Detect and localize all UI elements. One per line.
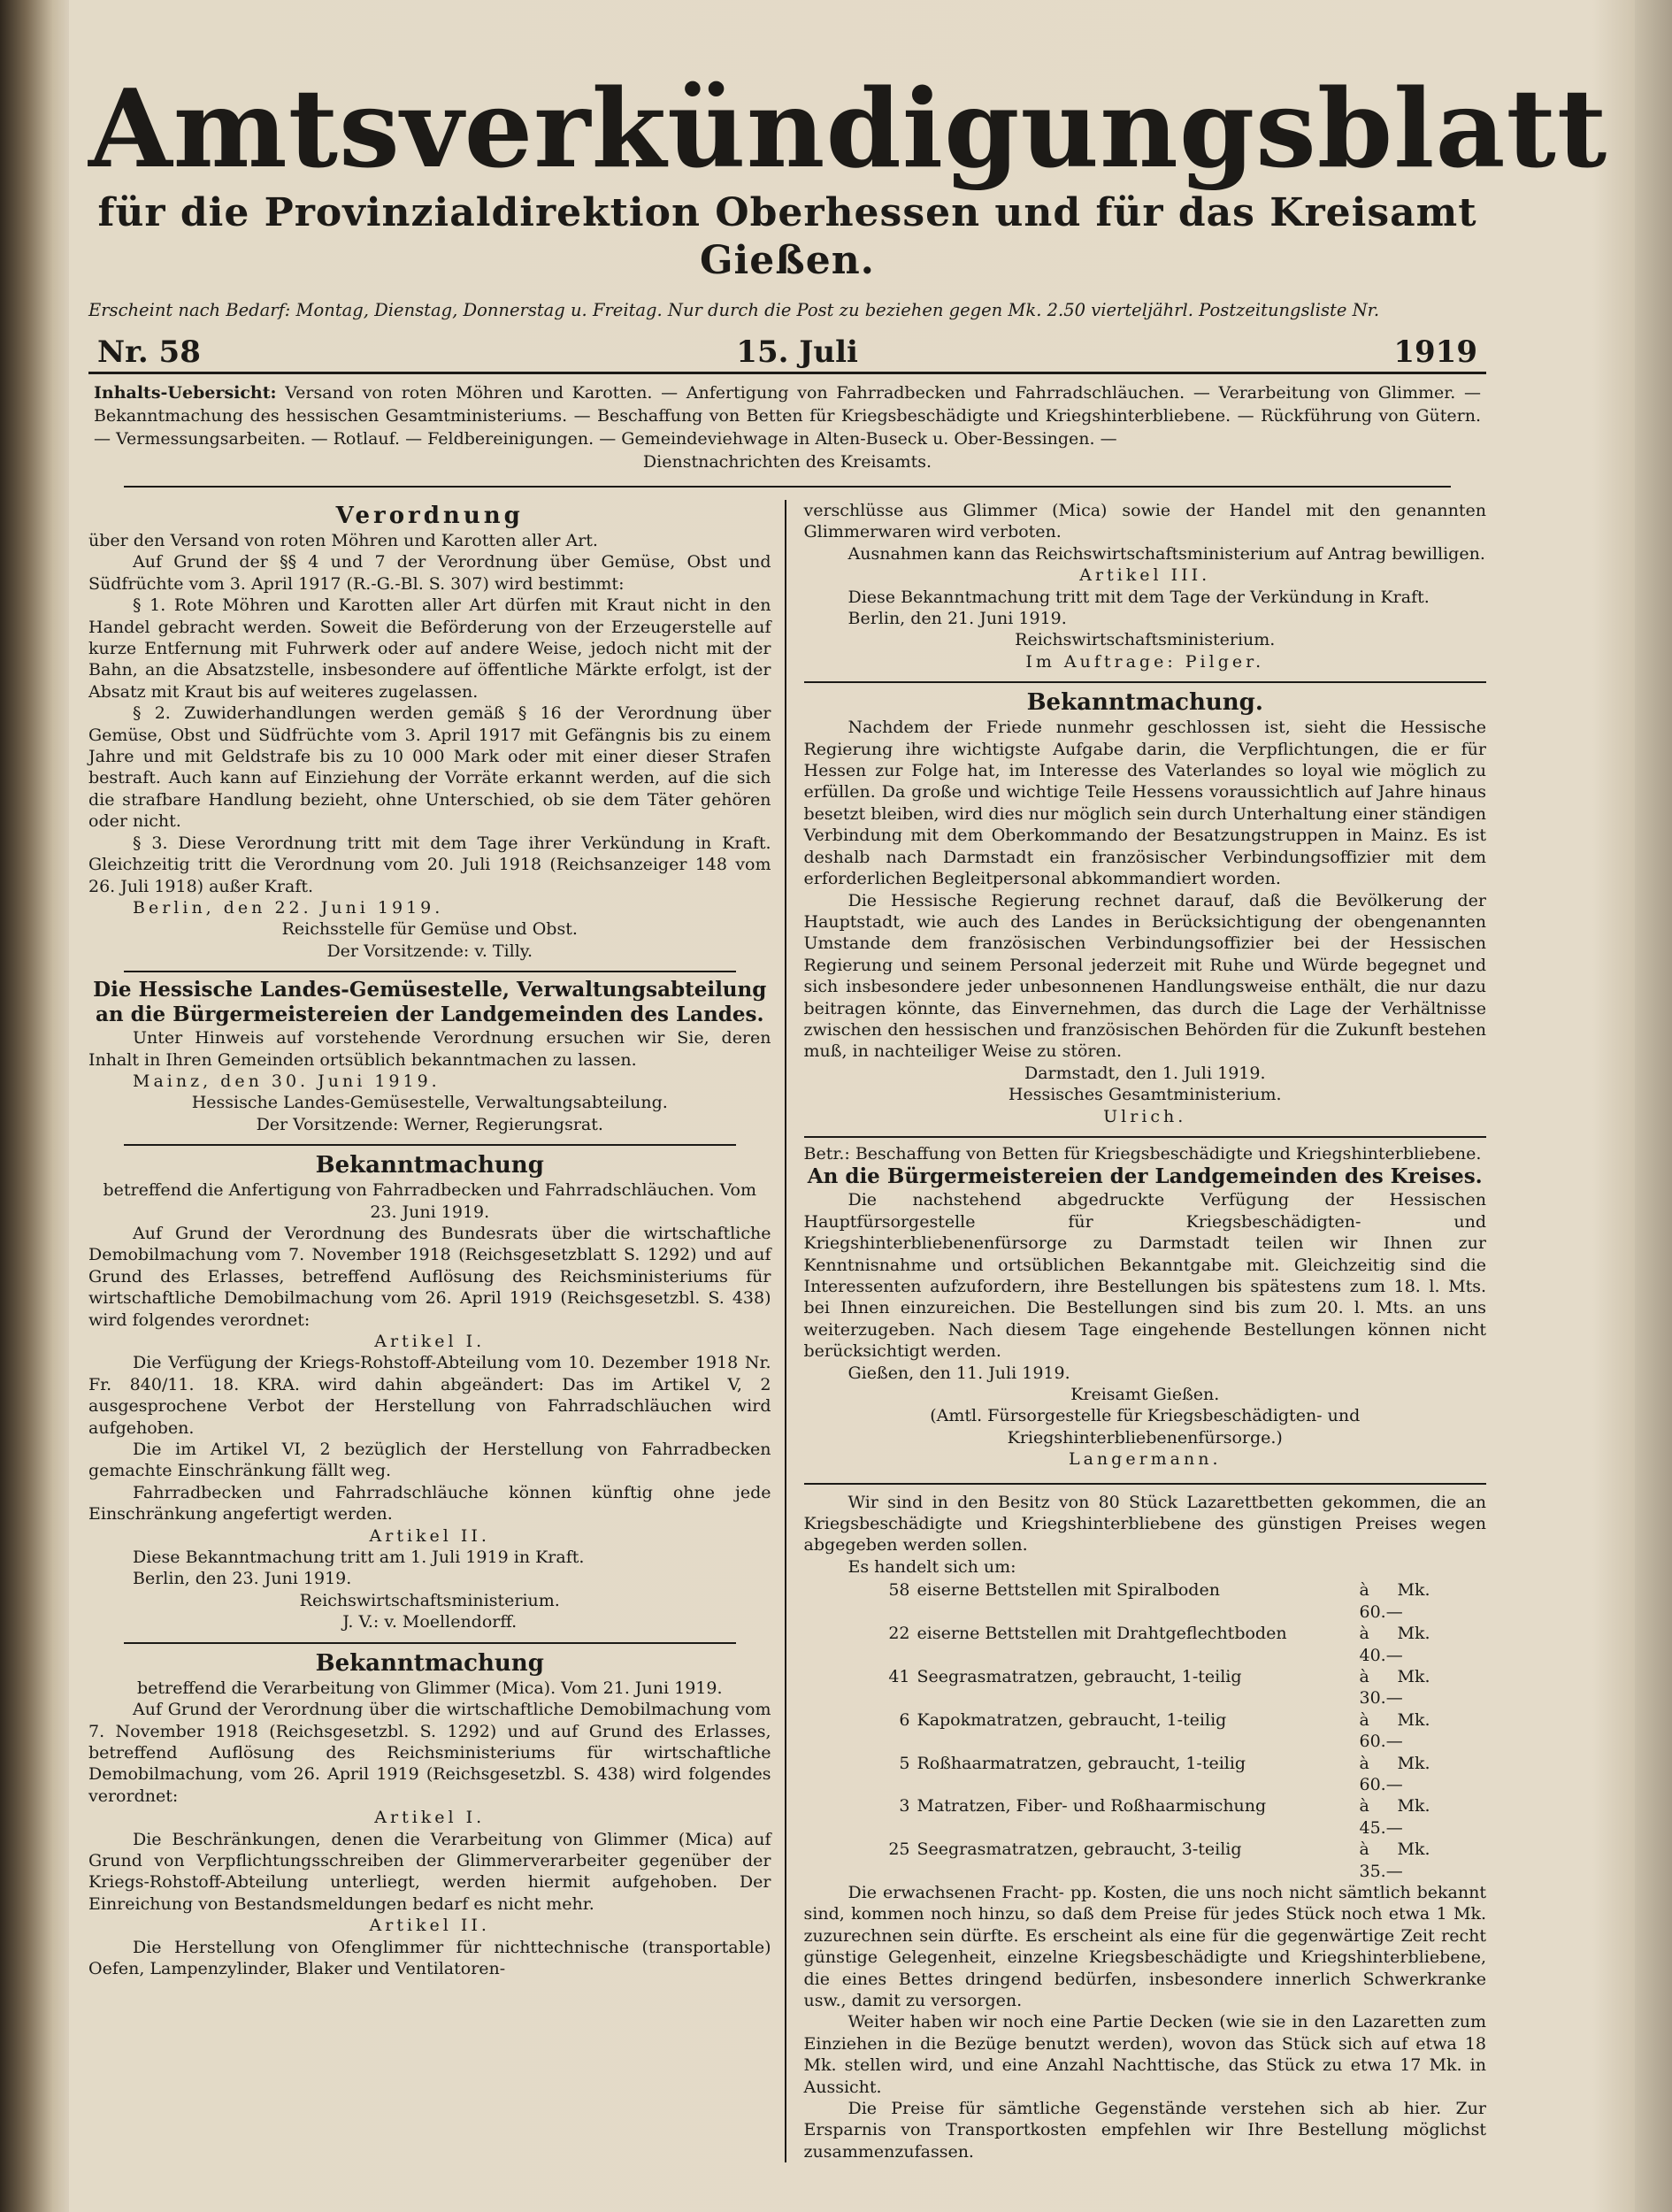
- s2-sign: Der Vorsitzende: Werner, Regierungsrat.: [256, 1114, 603, 1134]
- s5-p1: Nachdem der Friede nunmehr geschlossen ist, sieht die Hessische Regierung ihre wichtigste Aufgabe darin, die Verpflichtungen, die er für Hessen zur Folge hat, im Interesse des Vaterlandes so loyal wie möglich zu erfüllen. Da große und wichtige Teile Hessens voraussichtlich auf Jahre hinaus besetzt bleiben, wird dies nur möglich sein durch Unterhaltung einer ständigen Verbindung mit dem Oberkommando der Besatzungstruppen in Mainz. Es ist deshalb nach Darmstadt ein französischer Verbindungsoffizier mit dem erforderlichen Begleitpersonal abkommandiert worden.: [803, 718, 1486, 889]
- header-divider: [124, 486, 1451, 488]
- s6-place: Gießen, den 11. Juli 1919.: [848, 1363, 1070, 1383]
- s6-sign: Langermann.: [1068, 1449, 1222, 1470]
- s5-sign: Ulrich.: [1103, 1106, 1187, 1126]
- s3-art2: Artikel II.: [369, 1525, 490, 1546]
- s4cont-p2: Ausnahmen kann das Reichswirtschaftsministerium auf Antrag bewilligen.: [848, 543, 1485, 564]
- s3-art1: Artikel I.: [374, 1332, 486, 1351]
- s1-sub: über den Versand von roten Möhren und Karotten aller Art.: [88, 531, 598, 550]
- s3-place: Berlin, den 23. Juni 1919.: [133, 1569, 352, 1589]
- s2-p1: Unter Hinweis auf vorstehende Verordnung ersuchen wir Sie, deren Inhalt in Ihren Gemeinden ortsüblich bekanntmachen zu lassen.: [88, 1028, 771, 1070]
- s3-p3: Die im Artikel VI, 2 bezüglich der Herstellung von Fahrradbecken gemachte Einschränkung fällt weg.: [88, 1440, 771, 1481]
- right-column: [786, 500, 1487, 2162]
- s3-heading: Bekanntmachung: [315, 1152, 544, 1179]
- s4cont-office: Reichswirtschaftsministerium.: [1015, 630, 1276, 650]
- s3-p5: Diese Bekanntmachung tritt am 1. Juli 1919 in Kraft.: [133, 1548, 585, 1568]
- item-qty: 22: [888, 1624, 910, 1644]
- toc-label: Inhalts-Uebersicht:: [94, 383, 277, 403]
- s4cont-art3: Artikel III.: [1079, 565, 1211, 586]
- item-desc: eiserne Bettstellen mit Drahtgeflechtboden: [917, 1624, 1287, 1644]
- binding-edge: [0, 0, 69, 2212]
- issue-date: 15. Juli: [736, 334, 858, 370]
- item-desc: Matratzen, Fiber- und Roßhaarmischung: [917, 1796, 1267, 1816]
- s1-p2: § 1. Rote Möhren und Karotten aller Art dürfen mit Kraut nicht in den Handel gebracht werden. Soweit die Beförderung von der Erzeugerstelle auf kurze Entfernung mit Fuhrwerk oder auf andere Weise, jedoch nicht mit der Bahn, an die Absatzstelle, insbesondere auf öffentliche Märkte erfolgt, ist der Absatz mit Kraut bis auf weiteres zugelassen.: [88, 595, 771, 702]
- s4cont-p3: Diese Bekanntmachung tritt mit dem Tage der Verkündung in Kraft.: [848, 587, 1430, 607]
- item-desc: Kapokmatratzen, gebraucht, 1-teilig: [917, 1709, 1227, 1730]
- s6-p1: Die nachstehend abgedruckte Verfügung der Hessischen Hauptfürsorgestelle für Kriegsbeschädigten- und Kriegshinterbliebenenfürsorge zu Darmstadt teilen wir Ihnen zur Kenntnisnahme und ortsüblichen Bekanntgabe mit. Gleichzeitig sind die Interessenten aufzufordern, ihre Bestellungen bis spätestens zum 18. l. Mts. bei Ihnen einzureichen. Die Bestellungen sind bis zum 20. l. Mts. an uns weiterzugeben. Nach diesem Tage eingehende Bestellungen können nicht berücksichtigt werden.: [803, 1190, 1486, 1362]
- s1-office: Reichsstelle für Gemüse und Obst.: [281, 919, 578, 940]
- item-price: à Mk. 35.—: [1359, 1839, 1430, 1881]
- item-qty: 6: [899, 1709, 910, 1730]
- list-item: [875, 1753, 1487, 1796]
- s5-office: Hessisches Gesamtministerium.: [1008, 1085, 1282, 1105]
- s1-sign: Der Vorsitzende: v. Tilly.: [326, 941, 533, 961]
- table-of-contents: [88, 381, 1486, 473]
- s1-p1: Auf Grund der §§ 4 und 7 der Verordnung über Gemüse, Obst und Südfrüchte vom 3. April 1917 (R.-G.-Bl. S. 307) wird bestimmt:: [88, 552, 771, 594]
- issue-year: 1919: [1393, 334, 1477, 370]
- s6-p4: Die erwachsenen Fracht- pp. Kosten, die uns noch nicht sämtlich bekannt sind, kommen noch hinzu, so daß dem Preise für jedes Stück noch etwa 1 Mk. zuzurechnen sein dürfte. Es erscheint als eine für die gegenwärtige Zeit recht günstige Gelegenheit, einzelne Kriegsbeschädigte und Kriegshinterbliebene, die eines Bettes dringend bedürfen, insbesondere innerlich Schwerkranke usw., damit zu versorgen.: [803, 1882, 1486, 2010]
- s3-office: Reichswirtschaftsministerium.: [299, 1590, 560, 1610]
- toc-text: Versand von roten Möhren und Karotten. — Anfertigung von Fahrradbecken und Fahrradschläuchen. — Verarbeitung von Glimmer. — Bekanntmachung des hessischen Gesamtministeriums. — Beschaffung von Betten für Kriegsbeschädigte und Kriegshinterbliebene. — Rückführung von Gütern. — Vermessungsarbeiten. — Rotlauf. — Feldbereinigungen. — Gemeindeviehwage in Alten-Buseck u. Ober-Bessingen. —: [94, 383, 1481, 449]
- item-desc: Seegrasmatratzen, gebraucht, 1-teilig: [917, 1666, 1242, 1686]
- s6-p6: Die Preise für sämtliche Gegenstände verstehen sich ab hier. Zur Ersparnis von Transportkosten empfehlen wir Ihre Bestellung möglichst zusammenzufassen.: [803, 2099, 1486, 2162]
- masthead-title: Amtsverkündigungsblatt: [88, 65, 1608, 192]
- item-price: à Mk. 45.—: [1359, 1796, 1430, 1838]
- s3-p4: Fahrradbecken und Fahrradschläuche können künftig ohne jede Einschränkung angefertigt werden.: [88, 1482, 771, 1525]
- list-item: [875, 1579, 1487, 1623]
- s6-p3: Es handelt sich um:: [848, 1556, 1016, 1577]
- publication-info: Erscheint nach Bedarf: Montag, Dienstag, Donnerstag u. Freitag. Nur durch die Post zu beziehen gegen Mk. 2.50 vierteljährl. Postzeitungsliste Nr.: [88, 300, 1380, 320]
- item-qty: 5: [899, 1753, 910, 1773]
- issue-line: [88, 333, 1486, 374]
- s2-place: Mainz, den 30. Juni 1919.: [133, 1071, 441, 1091]
- s2-office: Hessische Landes-Gemüsestelle, Verwaltungsabteilung.: [191, 1093, 668, 1113]
- adjacent-page-edge: [1635, 0, 1672, 2212]
- rule-3: [124, 1642, 736, 1644]
- s4cont-p1: verschlüsse aus Glimmer (Mica) sowie der Handel mit den genannten Glimmerwaren wird verboten.: [803, 501, 1486, 542]
- newspaper-page: [88, 53, 1608, 2194]
- list-item: [875, 1839, 1487, 1882]
- s3-p2: Die Verfügung der Kriegs-Rohstoff-Abteilung vom 10. Dezember 1918 Nr. Fr. 840/11. 18. KRA. wird dahin abgeändert: Das im Artikel V, 2 ausgesprochene Verbot der Herstellung von Fahrradschläuchen wird aufgehoben.: [88, 1353, 771, 1438]
- item-qty: 41: [888, 1666, 910, 1686]
- left-column: [88, 500, 786, 2162]
- s3-sub: betreffend die Anfertigung von Fahrradbecken und Fahrradschläuchen. Vom 23. Juni 1919.: [103, 1180, 756, 1222]
- toc-last-line: Dienstnachrichten des Kreisamts.: [642, 452, 932, 472]
- s5-heading: Bekanntmachung.: [1026, 689, 1263, 717]
- s6-p2: Wir sind in den Besitz von 80 Stück Lazarettbetten gekommen, die an Kriegsbeschädigte und Kriegshinterbliebene des günstigen Preises wegen abgegeben werden sollen.: [803, 1492, 1486, 1555]
- list-item: [875, 1666, 1487, 1709]
- s1-p3: § 2. Zuwiderhandlungen werden gemäß § 16 der Verordnung über Gemüse, Obst und Südfrüchte vom 3. April 1917 mit Gefängnis bis zu einem Jahre und mit Geldstrafe bis zu 10 000 Mark oder mit einer dieser Strafen bestraft. Auch kann auf Einziehung der Vorräte erkannt werden, auf die sich die strafbare Handlung bezieht, ohne Unterschied, ob sie dem Täter gehören oder nicht.: [88, 703, 771, 832]
- item-price: à Mk. 60.—: [1359, 1709, 1430, 1752]
- issue-number: Nr. 58: [97, 334, 201, 370]
- s4-sub: betreffend die Verarbeitung von Glimmer (Mica). Vom 21. Juni 1919.: [137, 1678, 723, 1698]
- s2-heading: Die Hessische Landes-Gemüsestelle, Verwaltungsabteilung an die Bürgermeistereien der Landgemeinden des Landes.: [93, 978, 767, 1027]
- item-price: à Mk. 60.—: [1359, 1753, 1430, 1794]
- item-qty: 58: [888, 1580, 910, 1601]
- list-item: [875, 1709, 1487, 1753]
- s6-betr: Betr.: Beschaffung von Betten für Kriegsbeschädigte und Kriegshinterbliebene.: [803, 1143, 1482, 1164]
- list-item: [875, 1795, 1487, 1839]
- list-item: [875, 1623, 1487, 1666]
- s1-heading: Verordnung: [335, 503, 524, 529]
- item-price: à Mk. 60.—: [1359, 1580, 1430, 1622]
- s4-p3: Die Herstellung von Ofenglimmer für nichttechnische (transportable) Oefen, Lampenzylinder, Blaker und Ventilatoren-: [88, 1937, 771, 1978]
- masthead-subtitle: für die Provinzialdirektion Oberhessen und für das Kreisamt Gießen.: [97, 190, 1477, 283]
- item-desc: Seegrasmatratzen, gebraucht, 3-teilig: [917, 1839, 1242, 1860]
- s1-place: Berlin, den 22. Juni 1919.: [133, 897, 444, 918]
- s4-p2: Die Beschränkungen, denen die Verarbeitung von Glimmer (Mica) auf Grund von Verpflichtungsschreiben der Glimmerverarbeiter gegenüber der Kriegs-Rohstoff-Abteilung unterliegt, werden hiermit aufgehoben. Der Einreichung von Bestandsmeldungen bedarf es nicht mehr.: [88, 1829, 771, 1914]
- columns: [88, 500, 1486, 2162]
- item-price: à Mk. 30.—: [1359, 1666, 1430, 1709]
- s6-office2: (Amtl. Fürsorgestelle für Kriegsbeschädigten- und Kriegshinterbliebenenfürsorge.): [930, 1406, 1361, 1448]
- item-desc: eiserne Bettstellen mit Spiralboden: [917, 1580, 1220, 1601]
- item-desc: Roßhaarmatratzen, gebraucht, 1-teilig: [917, 1753, 1246, 1773]
- s4-p1: Auf Grund der Verordnung über die wirtschaftliche Demobilmachung vom 7. November 1918 (Reichsgesetzbl. S. 1292) und auf Grund des Erlasses, betreffend Auflösung des Reichsministeriums für wirtschaftliche Demobilmachung, vom 26. April 1919 (Reichsgesetzbl. S. 438) wird folgendes verordnet:: [88, 1700, 771, 1806]
- rule-1: [124, 971, 736, 972]
- s4cont-place: Berlin, den 21. Juni 1919.: [848, 609, 1067, 629]
- s4-heading: Bekanntmachung: [315, 1649, 544, 1677]
- s1-p4: § 3. Diese Verordnung tritt mit dem Tage ihrer Verkündung in Kraft. Gleichzeitig tritt die Verordnung vom 20. Juli 1918 (Reichsanzeiger 148 vom 26. Juli 1918) außer Kraft.: [88, 833, 771, 896]
- rule-4: [804, 681, 1487, 683]
- item-list: [875, 1579, 1487, 1882]
- s4cont-sign: Im Auftrage: Pilger.: [1025, 651, 1265, 672]
- s3-p1: Auf Grund der Verordnung des Bundesrats über die wirtschaftliche Demobilmachung vom 7. November 1918 (Reichsgesetzblatt S. 1292) und auf Grund des Erlasses, betreffend Auflösung des Reichsministeriums für wirtschaftliche Demobilmachung vom 26. April 1919 (Reichsgesetzbl. S. 438) wird folgendes verordnet:: [88, 1223, 771, 1330]
- s5-p2: Die Hessische Regierung rechnet darauf, daß die Bevölkerung der Hauptstadt, wie auch des Landes in Berücksichtigung der obengenannten Umstande dem französischen Verbindungsoffizier bei der Hessischen Regierung und seinem Personal jederzeit mit Ruhe und Würde begegnet und sich insbesondere jeder unbesonnenen Handlungsweise enthält, die nur dazu beitragen könnte, das Einvernehmen, das durch die Lage der Verhältnisse zwischen den hessischen und französischen Behörden für die Zukunft bestehen muß, in nachteiliger Weise zu stören.: [803, 890, 1486, 1062]
- s6-office: Kreisamt Gießen.: [1070, 1385, 1220, 1405]
- s4-art2: Artikel II.: [369, 1916, 490, 1936]
- item-qty: 3: [899, 1796, 910, 1816]
- s4-art1: Artikel I.: [374, 1808, 486, 1828]
- s3-sign: J. V.: v. Moellendorff.: [342, 1612, 518, 1632]
- s6-heading: An die Bürgermeistereien der Landgemeinden des Kreises.: [807, 1164, 1483, 1189]
- s6-p5: Weiter haben wir noch eine Partie Decken (wie sie in den Lazaretten zum Einziehen in die Bezüge benutzt werden), wovon das Stück sich auf etwa 18 Mk. stellen wird, und eine Anzahl Nachttische, das Stück zu etwa 17 Mk. in Aussicht.: [803, 2012, 1486, 2097]
- rule-2: [124, 1144, 736, 1146]
- s5-place: Darmstadt, den 1. Juli 1919.: [1024, 1063, 1266, 1083]
- rule-6: [804, 1483, 1487, 1485]
- item-price: à Mk. 40.—: [1359, 1624, 1430, 1665]
- rule-5: [804, 1136, 1487, 1138]
- item-qty: 25: [888, 1839, 910, 1860]
